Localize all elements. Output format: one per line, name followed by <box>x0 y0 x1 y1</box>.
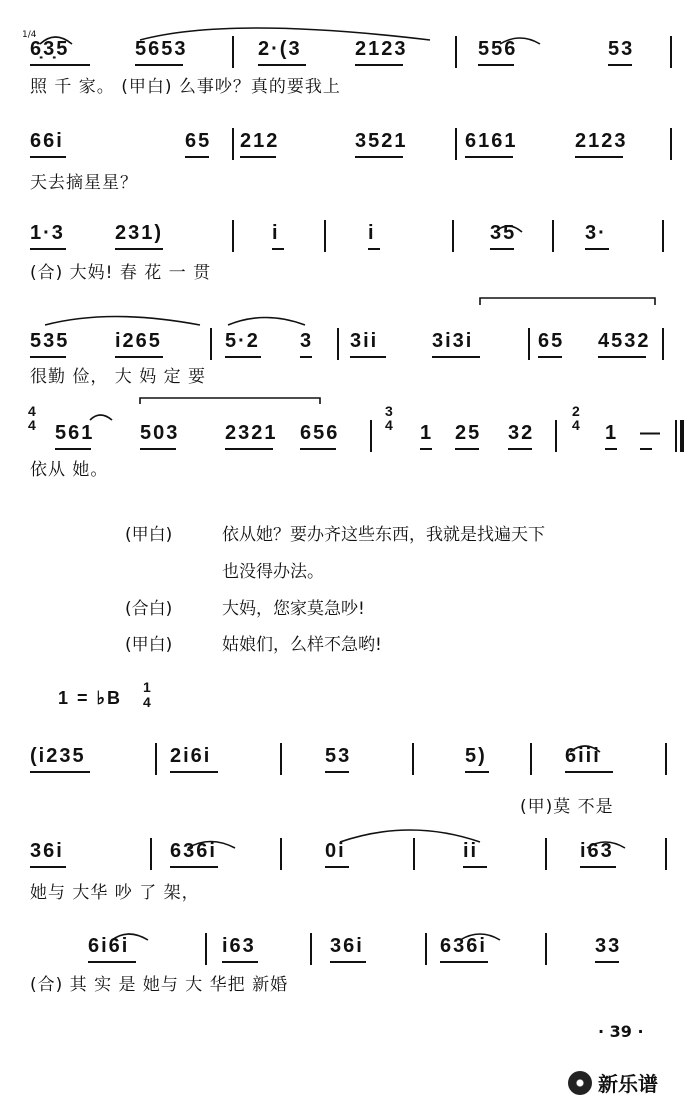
note-group: 32 <box>508 422 535 444</box>
note-group: i63 <box>580 840 614 862</box>
note-group: 231) <box>115 222 164 244</box>
note-group: 36i <box>330 935 364 957</box>
dialogue-speaker-3: (合白) <box>125 599 173 619</box>
lyric-line: 照 千 家。 (甲白) 么事吵？真的要我上 <box>30 77 341 97</box>
slur-6 <box>228 318 305 326</box>
note-group: 65 <box>185 130 212 152</box>
dialogue-speaker-4: (甲白) <box>125 635 173 655</box>
page-number: · 39 · <box>598 1022 644 1041</box>
note-group: — <box>640 422 662 444</box>
slur-9 <box>188 842 235 849</box>
note-group: 33 <box>595 935 622 957</box>
note-group: 0i <box>325 840 346 862</box>
note-group: 2i6i <box>170 745 212 767</box>
note-group: 25 <box>455 422 482 444</box>
note-group: 3· <box>585 222 607 244</box>
note-group: 5) <box>465 745 487 767</box>
note-group: 535 <box>30 330 70 352</box>
logo-text: 新乐谱 <box>598 1072 658 1096</box>
note-group: 6iii <box>565 745 601 767</box>
note-group: 65 <box>538 330 565 352</box>
slur-3 <box>500 38 540 44</box>
note-group: 5·2 <box>225 330 260 352</box>
lyric-line: (合) 其 实 是 她与 大 华把 新婚 <box>30 975 289 995</box>
dialogue-line-3: 大妈，您家莫急吵! <box>222 599 365 619</box>
slur-7 <box>90 415 112 420</box>
key-time-signature: 1 4 <box>143 679 153 710</box>
note-group: 6i6i <box>88 935 130 957</box>
row1-time-prefix: 1/4 <box>22 30 37 40</box>
lyric-line: 很勤 俭， 大 妈 定 要 <box>30 367 207 387</box>
dialogue-line-2: 也没得办法。 <box>222 562 324 582</box>
note-group: 212 <box>240 130 280 152</box>
note-group: 2321 <box>225 422 278 444</box>
note-group: ii <box>463 840 479 862</box>
note-group: i265 <box>115 330 162 352</box>
slur-12 <box>112 934 148 940</box>
lyric-line: 天去摘星星？ <box>30 173 138 193</box>
slur-8 <box>570 746 600 752</box>
note-group: 53 <box>608 38 635 60</box>
note-group: 6161 <box>465 130 518 152</box>
lyric-line: 她与 大华 吵 了 架， <box>30 883 200 903</box>
note-group: 636i <box>170 840 217 862</box>
note-group: 1·3 <box>30 222 65 244</box>
note-group: 53 <box>325 745 352 767</box>
note-group: 66i <box>30 130 64 152</box>
note-group: 503 <box>140 422 180 444</box>
dialogue-speaker-1: (甲白) <box>125 525 173 545</box>
slur-11 <box>587 842 625 848</box>
note-group: 2·(3 <box>258 38 302 60</box>
time-signature-4-4: 4 4 <box>28 403 38 433</box>
note-group: i <box>272 222 280 244</box>
row6-lyric: (甲)莫 不是 <box>520 797 614 817</box>
note-group: 2123 <box>355 38 408 60</box>
note-group: 3521 <box>355 130 408 152</box>
time-signature-3-4: 3 4 <box>385 403 395 433</box>
slur-4 <box>495 226 522 232</box>
note-group: 35 <box>490 222 517 244</box>
dialogue-line-1: 依从她？要办齐这些东西，我就是找遍天下 <box>222 525 545 545</box>
slur-1 <box>40 37 72 44</box>
lyric-line: 依从 她。 <box>30 460 109 480</box>
slur-5 <box>45 317 200 326</box>
bracket-2 <box>140 398 320 404</box>
note-group: 1 <box>605 422 619 444</box>
note-group: i <box>368 222 376 244</box>
slur-2 <box>140 28 430 40</box>
note-group: 656 <box>300 422 340 444</box>
note-group: 3ii <box>350 330 379 352</box>
key-signature: 1 = ♭B <box>58 688 123 708</box>
note-group: 3 <box>300 330 314 352</box>
note-group: 5653 <box>135 38 188 60</box>
slur-13 <box>460 934 500 940</box>
note-group: (i235 <box>30 745 86 767</box>
note-group: i63 <box>222 935 256 957</box>
note-group: 6̣3̣5 <box>30 38 70 60</box>
note-group: 556 <box>478 38 518 60</box>
note-group: 1 <box>420 422 434 444</box>
time-signature-2-4: 2 4 <box>572 403 582 433</box>
note-group: 2123 <box>575 130 628 152</box>
final-bar-line <box>680 420 684 452</box>
note-group: 36i <box>30 840 64 862</box>
note-group: 561 <box>55 422 95 444</box>
note-group: 4532 <box>598 330 651 352</box>
bracket-1 <box>480 298 655 305</box>
dialogue-line-4: 姑娘们，么样不急哟! <box>222 635 382 655</box>
lyric-line: (合) 大妈! 春 花 一 贯 <box>30 263 212 283</box>
slur-10 <box>340 830 480 842</box>
note-group: 3i3i <box>432 330 474 352</box>
note-group: 636i <box>440 935 487 957</box>
